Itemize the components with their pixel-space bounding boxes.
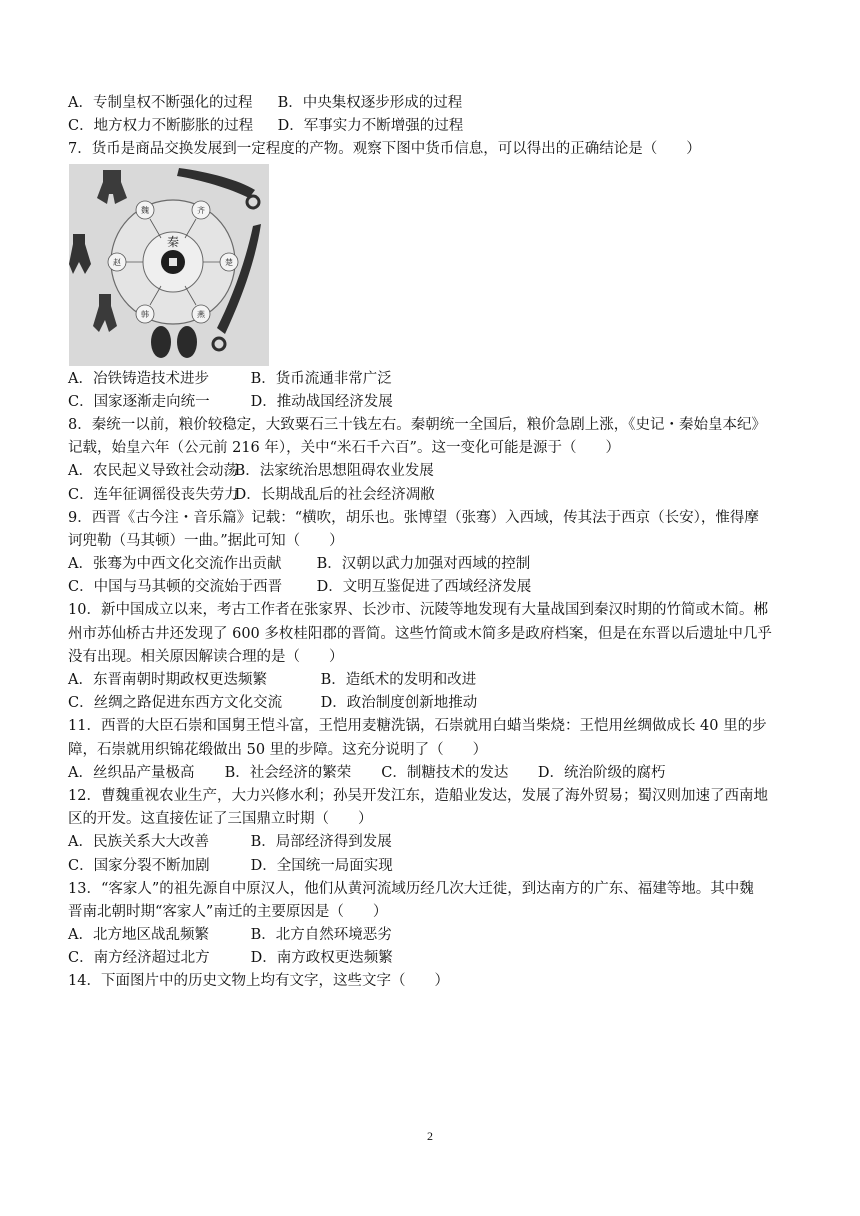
page-number: 2 [427,1129,433,1143]
q6-option-d[interactable]: D．军事实力不断增强的过程 [277,118,464,135]
ant-nose-coin-icon [177,326,197,358]
q11-stem-line-2: 障，石崇就用织锦花缎做出 50 里的步障。这充分说明了（ ） [68,741,488,758]
q10-stem-line-3: 没有出现。相关原因解读合理的是（ ） [68,648,344,665]
q12-options-row-1 [68,831,796,854]
q12-option-c[interactable]: C．国家分裂不断加剧 [68,857,210,874]
q12-stem-line-1: 12．曹魏重视农业生产，大力兴修水利；孙吴开发江东，造船业发达，发展了海外贸易；蜀汉则加速了西南地 [68,787,768,804]
q12-options-row-2 [68,855,796,878]
q12-option-a[interactable]: A．民族关系大大改善 [68,834,209,851]
state-label: 燕 [197,309,205,319]
q8-options-row-1 [68,460,796,483]
q13-option-d[interactable]: D．南方政权更迭频繁 [250,950,393,967]
state-label: 齐 [197,205,205,215]
q10-options-row-1 [68,669,796,692]
state-label: 韩 [141,309,149,319]
q9-option-d[interactable]: D．文明互鉴促进了西域经济发展 [316,579,532,596]
q7-option-d[interactable]: D．推动战国经济发展 [250,393,393,410]
q6-option-a[interactable]: A．专制皇权不断强化的过程 [68,95,253,111]
q6-option-b[interactable]: B．中央集权逐步形成的过程 [277,95,463,111]
q11-option-c[interactable]: C．制糖技术的发达 [381,764,509,781]
q8-option-b[interactable]: B．法家统治思想阻碍农业发展 [234,463,434,480]
q9-stem-line-1: 9．西晋《古今注・音乐篇》记载：“横吹，胡乐也。张博望（张骞）入西域，传其法于西京（长安），惟得摩 [68,509,759,526]
state-label: 魏 [141,205,149,215]
q11-options-row [68,762,796,785]
state-label: 楚 [225,257,233,267]
exam-page [68,92,796,994]
q7-stem: 7．货币是商品交换发展到一定程度的产物。观察下图中货币信息，可以得出的正确结论是（ ） [68,141,701,158]
q13-option-c[interactable]: C．南方经济超过北方 [68,950,210,967]
q8-stem-line-2: 记载，始皇六年（公元前 216 年），关中“米石千六百”。这一变化可能是源于（ ） [68,440,620,457]
q10-options-row-2 [68,692,796,715]
coin-diagram-svg [69,164,269,366]
q9-options-row-2 [68,576,796,599]
q12-option-b[interactable]: B．局部经济得到发展 [250,834,392,851]
q14-stem: 14．下面图片中的历史文物上均有文字，这些文字（ ） [68,973,449,990]
ant-nose-coin-icon [151,326,171,358]
q7-option-b[interactable]: B．货币流通非常广泛 [250,370,392,387]
q10-stem-line-2: 州市苏仙桥古井还发现了 600 多枚桂阳郡的晋简。这些竹简或木简多是政府档案，但是在东晋以后遗址中几乎 [68,625,772,642]
q9-options-row-1 [68,553,796,576]
q7-options-row-1 [68,368,796,391]
q7-options-row-2 [68,391,796,414]
q8-options-row-2 [68,484,796,507]
q9-stem-line-2: 诃兜勒（马其顿）一曲。”据此可知（ ） [68,532,344,549]
q10-option-a[interactable]: A．东晋南朝时期政权更迭频繁 [68,672,267,688]
q7-option-c[interactable]: C．国家逐渐走向统一 [68,393,210,410]
q11-option-d[interactable]: D．统治阶级的腐朽 [537,764,666,781]
q8-stem-line-1: 8．秦统一以前，粮价较稳定，大致粟石三十钱左右。秦朝统一全国后，粮价急剧上涨，《史记・秦始皇本纪》 [68,416,766,433]
q9-option-c[interactable]: C．中国与马其顿的交流始于西晋 [68,579,283,596]
q9-option-b[interactable]: B．汉朝以武力加强对西域的控制 [316,556,531,573]
q13-option-a[interactable]: A．北方地区战乱频繁 [68,927,209,944]
q11-option-b[interactable]: B．社会经济的繁荣 [224,764,352,781]
q6-options-row-1 [68,92,796,115]
q13-stem-line-1: 13．“客家人”的祖先源自中原汉人，他们从黄河流域历经几次大迁徙，到达南方的广东、福建等地。其中魏 [68,880,754,897]
q13-stem-line-2: 晋南北朝时期“客家人”南迁的主要原因是（ ） [68,903,388,920]
q8-option-d[interactable]: D．长期战乱后的社会经济凋敝 [234,486,435,503]
q10-option-b[interactable]: B．造纸术的发明和改进 [320,672,477,688]
q11-option-a[interactable]: A．丝织品产量极高 [68,764,195,781]
q11-stem-line-1: 11．西晋的大臣石崇和国舅王恺斗富，王恺用麦糖洗锅，石崇就用白蜡当柴烧：王恺用丝绸做成长 40 里的步 [68,718,767,735]
q10-option-c[interactable]: C．丝绸之路促进东西方文化交流 [68,695,283,712]
q6-options-row-2 [68,115,796,138]
q9-option-a[interactable]: A．张骞为中西文化交流作出贡献 [68,556,282,573]
q12-option-d[interactable]: D．全国统一局面实现 [250,857,393,874]
q6-option-c[interactable]: C．地方权力不断膨胀的过程 [68,118,254,135]
q7-coin-diagram [69,164,269,366]
state-label: 赵 [113,257,121,267]
center-label: 秦 [166,234,180,249]
q8-option-c[interactable]: C．连年征调徭役丧失劳力 [68,486,239,503]
q13-options-row-2 [68,947,796,970]
q7-option-a[interactable]: A．冶铁铸造技术进步 [68,370,209,387]
q13-option-b[interactable]: B．北方自然环境恶劣 [250,927,392,944]
q13-options-row-1 [68,924,796,947]
q12-stem-line-2: 区的开发。这直接佐证了三国鼎立时期（ ） [68,811,373,828]
coin-square-hole [169,258,177,266]
q10-option-d[interactable]: D．政治制度创新地推动 [320,695,478,712]
q10-stem-line-1: 10．新中国成立以来，考古工作者在张家界、长沙市、沅陵等地发现有大量战国到秦汉时期的竹简或木简。郴 [68,602,768,619]
q8-option-a[interactable]: A．农民起义导致社会动荡 [68,463,238,480]
